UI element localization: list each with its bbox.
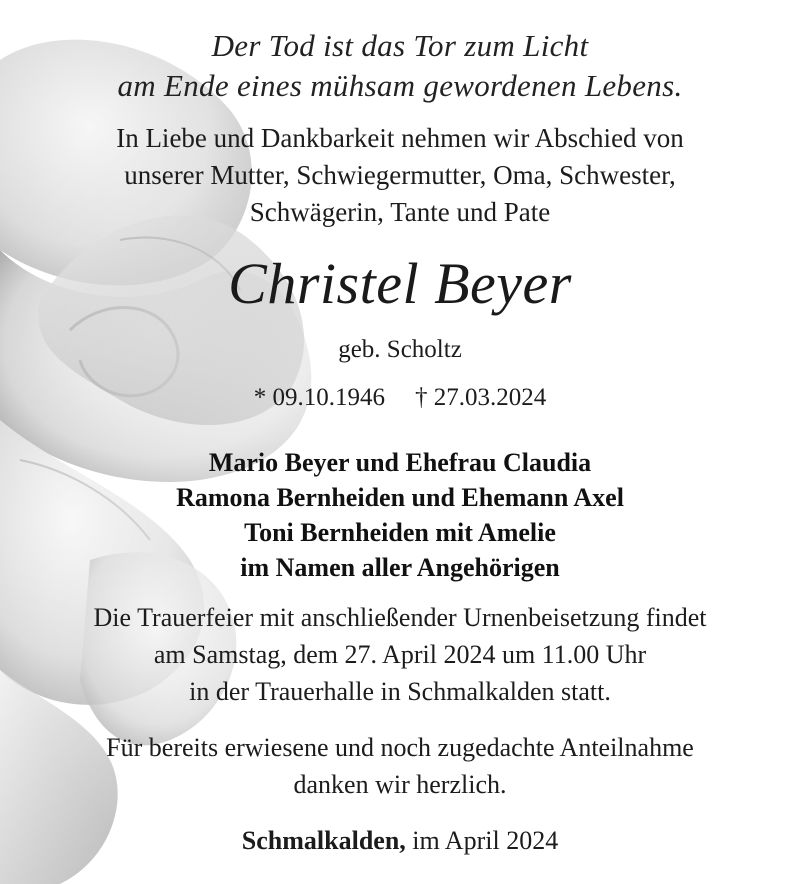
closing-date: im April 2024 <box>412 826 559 855</box>
closing-place: Schmalkalden, <box>241 826 406 855</box>
service-line-3: in der Trauerhalle in Schmalkalden statt. <box>189 677 611 706</box>
closing-line <box>0 826 800 856</box>
service-line-1: Die Trauerfeier mit anschließender Urnenbeisetzung findet <box>93 603 707 632</box>
service-line-2: am Samstag, dem 27. April 2024 um 11.00 Uhr <box>153 640 647 669</box>
death-date: † 27.03.2024 <box>415 384 547 411</box>
deceased-name: Christel Beyer <box>228 251 572 316</box>
mourner-line-1: Mario Beyer und Ehefrau Claudia <box>208 448 592 477</box>
birth-name: geb. Scholtz <box>338 336 462 363</box>
birth-date: * 09.10.1946 <box>253 384 385 411</box>
thanks-line-2: danken wir herzlich. <box>293 770 507 799</box>
thanks-line-1: Für bereits erwiesene und noch zugedachte Anteilnahme <box>106 733 694 762</box>
mourner-line-2: Ramona Bernheiden und Ehemann Axel <box>176 483 624 512</box>
life-dates <box>0 384 800 412</box>
intro-line-3: Schwägerin, Tante und Pate <box>249 197 551 227</box>
intro-line-2: unserer Mutter, Schwiegermutter, Oma, Schwester, <box>124 160 676 190</box>
motto-line-1: Der Tod ist das Tor zum Licht <box>211 28 589 63</box>
mourner-line-4: im Namen aller Angehörigen <box>240 553 560 582</box>
intro-line-1: In Liebe und Dankbarkeit nehmen wir Abschied von <box>116 123 684 153</box>
mourner-line-3: Toni Bernheiden mit Amelie <box>244 518 556 547</box>
motto-line-2: am Ende eines mühsam gewordenen Lebens. <box>117 68 683 103</box>
